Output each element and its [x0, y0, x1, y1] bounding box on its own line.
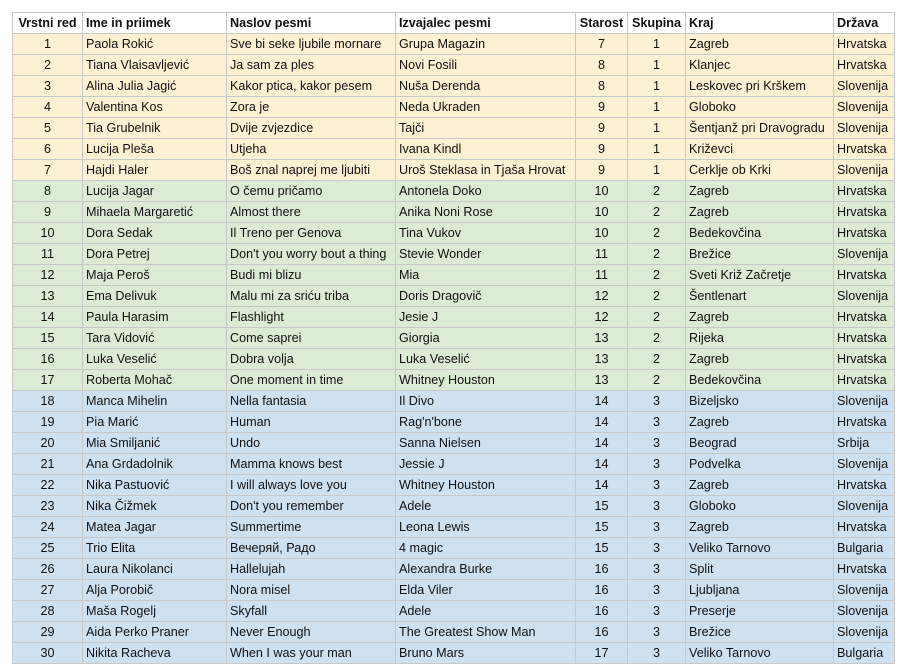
- place-cell[interactable]: Zagreb: [686, 202, 834, 223]
- table-row: [13, 475, 895, 496]
- table-row: [13, 433, 895, 454]
- performer-cell[interactable]: Antonela Doko: [396, 181, 576, 202]
- group-cell[interactable]: 2: [628, 181, 686, 202]
- song-title-cell[interactable]: Boš znal naprej me ljubiti: [227, 160, 396, 181]
- country-cell[interactable]: Slovenija: [834, 601, 895, 622]
- table-row: [13, 391, 895, 412]
- age-cell[interactable]: 16: [576, 559, 628, 580]
- song-title-cell[interactable]: Almost there: [227, 202, 396, 223]
- table-row: [13, 601, 895, 622]
- age-cell[interactable]: 10: [576, 202, 628, 223]
- song-title-cell[interactable]: Never Enough: [227, 622, 396, 643]
- song-title-cell[interactable]: Human: [227, 412, 396, 433]
- rank-cell[interactable]: 21: [13, 454, 83, 475]
- song-title-cell[interactable]: Undo: [227, 433, 396, 454]
- table-row: [13, 454, 895, 475]
- group-cell[interactable]: 3: [628, 559, 686, 580]
- group-cell[interactable]: 3: [628, 454, 686, 475]
- name-cell[interactable]: Lucija Jagar: [83, 181, 227, 202]
- age-cell[interactable]: 14: [576, 433, 628, 454]
- age-cell[interactable]: 9: [576, 160, 628, 181]
- table-row: [13, 580, 895, 601]
- header-age[interactable]: Starost: [576, 13, 628, 34]
- song-title-cell[interactable]: One moment in time: [227, 370, 396, 391]
- table-row: [13, 370, 895, 391]
- name-cell[interactable]: Mihaela Margaretić: [83, 202, 227, 223]
- song-title-cell[interactable]: Zora je: [227, 97, 396, 118]
- table-row: [13, 307, 895, 328]
- header-performer[interactable]: Izvajalec pesmi: [396, 13, 576, 34]
- group-cell[interactable]: 3: [628, 433, 686, 454]
- rank-cell[interactable]: 10: [13, 223, 83, 244]
- table-row: [13, 97, 895, 118]
- header-country[interactable]: Država: [834, 13, 895, 34]
- country-cell[interactable]: Slovenija: [834, 622, 895, 643]
- table-row: [13, 496, 895, 517]
- place-cell[interactable]: Šentjanž pri Dravogradu: [686, 118, 834, 139]
- header-row: [13, 13, 895, 34]
- performer-cell[interactable]: Elda Viler: [396, 580, 576, 601]
- header-name[interactable]: Ime in priimek: [83, 13, 227, 34]
- performer-cell[interactable]: Tajči: [396, 118, 576, 139]
- country-cell[interactable]: Hrvatska: [834, 181, 895, 202]
- performer-cell[interactable]: The Greatest Show Man: [396, 622, 576, 643]
- age-cell[interactable]: 15: [576, 517, 628, 538]
- table-row: [13, 349, 895, 370]
- country-cell[interactable]: Slovenija: [834, 580, 895, 601]
- country-cell[interactable]: Slovenija: [834, 496, 895, 517]
- performer-cell[interactable]: 4 magic: [396, 538, 576, 559]
- place-cell[interactable]: Podvelka: [686, 454, 834, 475]
- song-title-cell[interactable]: Don't you worry bout a thing: [227, 244, 396, 265]
- age-cell[interactable]: 13: [576, 370, 628, 391]
- song-title-cell[interactable]: O čemu pričamo: [227, 181, 396, 202]
- place-cell[interactable]: Klanjec: [686, 55, 834, 76]
- header-song-title[interactable]: Naslov pesmi: [227, 13, 396, 34]
- country-cell[interactable]: Hrvatska: [834, 475, 895, 496]
- place-cell[interactable]: Zagreb: [686, 181, 834, 202]
- header-rank[interactable]: Vrstni red: [13, 13, 83, 34]
- place-cell[interactable]: Zagreb: [686, 34, 834, 55]
- age-cell[interactable]: 7: [576, 34, 628, 55]
- song-title-cell[interactable]: Hallelujah: [227, 559, 396, 580]
- song-title-cell[interactable]: Mamma knows best: [227, 454, 396, 475]
- name-cell[interactable]: Ema Delivuk: [83, 286, 227, 307]
- table-row: [13, 202, 895, 223]
- country-cell[interactable]: Slovenija: [834, 454, 895, 475]
- rank-cell[interactable]: 14: [13, 307, 83, 328]
- place-cell[interactable]: Zagreb: [686, 412, 834, 433]
- rank-cell[interactable]: 27: [13, 580, 83, 601]
- song-title-cell[interactable]: I will always love you: [227, 475, 396, 496]
- performer-cell[interactable]: Doris Dragovič: [396, 286, 576, 307]
- country-cell[interactable]: Hrvatska: [834, 328, 895, 349]
- song-title-cell[interactable]: Skyfall: [227, 601, 396, 622]
- rank-cell[interactable]: 25: [13, 538, 83, 559]
- place-cell[interactable]: Rijeka: [686, 328, 834, 349]
- rank-cell[interactable]: 23: [13, 496, 83, 517]
- country-cell[interactable]: Hrvatska: [834, 55, 895, 76]
- table-row: [13, 160, 895, 181]
- performer-cell[interactable]: Bruno Mars: [396, 643, 576, 664]
- group-cell[interactable]: 2: [628, 328, 686, 349]
- performer-cell[interactable]: Nuša Derenda: [396, 76, 576, 97]
- country-cell[interactable]: Slovenija: [834, 97, 895, 118]
- group-cell[interactable]: 2: [628, 223, 686, 244]
- song-title-cell[interactable]: Utjeha: [227, 139, 396, 160]
- age-cell[interactable]: 9: [576, 139, 628, 160]
- rank-cell[interactable]: 12: [13, 265, 83, 286]
- name-cell[interactable]: Dora Petrej: [83, 244, 227, 265]
- group-cell[interactable]: 2: [628, 202, 686, 223]
- performer-cell[interactable]: Rag'n'bone: [396, 412, 576, 433]
- name-cell[interactable]: Hajdi Haler: [83, 160, 227, 181]
- group-cell[interactable]: 2: [628, 370, 686, 391]
- age-cell[interactable]: 8: [576, 55, 628, 76]
- rank-cell[interactable]: 7: [13, 160, 83, 181]
- performer-cell[interactable]: Adele: [396, 496, 576, 517]
- group-cell[interactable]: 1: [628, 160, 686, 181]
- table-row: [13, 244, 895, 265]
- place-cell[interactable]: Beograd: [686, 433, 834, 454]
- song-title-cell[interactable]: Nora misel: [227, 580, 396, 601]
- age-cell[interactable]: 12: [576, 286, 628, 307]
- age-cell[interactable]: 14: [576, 475, 628, 496]
- rank-cell[interactable]: 8: [13, 181, 83, 202]
- table-row: [13, 265, 895, 286]
- country-cell[interactable]: Hrvatska: [834, 370, 895, 391]
- name-cell[interactable]: Paola Rokić: [83, 34, 227, 55]
- performer-cell[interactable]: Giorgia: [396, 328, 576, 349]
- performer-cell[interactable]: Stevie Wonder: [396, 244, 576, 265]
- place-cell[interactable]: Križevci: [686, 139, 834, 160]
- song-title-cell[interactable]: Budi mi blizu: [227, 265, 396, 286]
- rank-cell[interactable]: 11: [13, 244, 83, 265]
- rank-cell[interactable]: 22: [13, 475, 83, 496]
- group-cell[interactable]: 2: [628, 265, 686, 286]
- country-cell[interactable]: Hrvatska: [834, 223, 895, 244]
- performer-cell[interactable]: Grupa Magazin: [396, 34, 576, 55]
- country-cell[interactable]: Hrvatska: [834, 412, 895, 433]
- song-title-cell[interactable]: Come saprei: [227, 328, 396, 349]
- rank-cell[interactable]: 6: [13, 139, 83, 160]
- country-cell[interactable]: Srbija: [834, 433, 895, 454]
- header-group[interactable]: Skupina: [628, 13, 686, 34]
- group-cell[interactable]: 3: [628, 601, 686, 622]
- song-title-cell[interactable]: Kakor ptica, kakor pesem: [227, 76, 396, 97]
- rank-cell[interactable]: 2: [13, 55, 83, 76]
- name-cell[interactable]: Tia Grubelnik: [83, 118, 227, 139]
- age-cell[interactable]: 15: [576, 496, 628, 517]
- rank-cell[interactable]: 15: [13, 328, 83, 349]
- place-cell[interactable]: Globoko: [686, 97, 834, 118]
- age-cell[interactable]: 11: [576, 265, 628, 286]
- name-cell[interactable]: Luka Veselić: [83, 349, 227, 370]
- table-row: [13, 412, 895, 433]
- table-row: [13, 181, 895, 202]
- table-row: [13, 118, 895, 139]
- song-title-cell[interactable]: When I was your man: [227, 643, 396, 664]
- table-row: [13, 328, 895, 349]
- performer-cell[interactable]: Sanna Nielsen: [396, 433, 576, 454]
- rank-cell[interactable]: 24: [13, 517, 83, 538]
- group-cell[interactable]: 1: [628, 55, 686, 76]
- group-cell[interactable]: 3: [628, 475, 686, 496]
- song-title-cell[interactable]: Dvije zvjezdice: [227, 118, 396, 139]
- performer-cell[interactable]: Leona Lewis: [396, 517, 576, 538]
- place-cell[interactable]: Šentlenart: [686, 286, 834, 307]
- country-cell[interactable]: Hrvatska: [834, 559, 895, 580]
- performer-cell[interactable]: Il Divo: [396, 391, 576, 412]
- name-cell[interactable]: Maja Peroš: [83, 265, 227, 286]
- song-title-cell[interactable]: Sve bi seke ljubile mornare: [227, 34, 396, 55]
- place-cell[interactable]: Leskovec pri Krškem: [686, 76, 834, 97]
- rank-cell[interactable]: 29: [13, 622, 83, 643]
- song-title-cell[interactable]: Summertime: [227, 517, 396, 538]
- performer-cell[interactable]: Mia: [396, 265, 576, 286]
- name-cell[interactable]: Paula Harasim: [83, 307, 227, 328]
- name-cell[interactable]: Maša Rogelj: [83, 601, 227, 622]
- country-cell[interactable]: Hrvatska: [834, 265, 895, 286]
- group-cell[interactable]: 2: [628, 244, 686, 265]
- performer-cell[interactable]: Whitney Houston: [396, 475, 576, 496]
- country-cell[interactable]: Hrvatska: [834, 139, 895, 160]
- age-cell[interactable]: 14: [576, 454, 628, 475]
- song-title-cell[interactable]: Ja sam za ples: [227, 55, 396, 76]
- table-row: [13, 55, 895, 76]
- place-cell[interactable]: Bedekovčina: [686, 223, 834, 244]
- group-cell[interactable]: 3: [628, 643, 686, 664]
- group-cell[interactable]: 3: [628, 517, 686, 538]
- rank-cell[interactable]: 5: [13, 118, 83, 139]
- age-cell[interactable]: 14: [576, 412, 628, 433]
- place-cell[interactable]: Preserje: [686, 601, 834, 622]
- performer-cell[interactable]: Alexandra Burke: [396, 559, 576, 580]
- table-row: [13, 223, 895, 244]
- place-cell[interactable]: Zagreb: [686, 349, 834, 370]
- performer-cell[interactable]: Uroš Steklasa in Tjaša Hrovat: [396, 160, 576, 181]
- rank-cell[interactable]: 20: [13, 433, 83, 454]
- country-cell[interactable]: Hrvatska: [834, 202, 895, 223]
- name-cell[interactable]: Lucija Pleša: [83, 139, 227, 160]
- rank-cell[interactable]: 17: [13, 370, 83, 391]
- header-place[interactable]: Kraj: [686, 13, 834, 34]
- group-cell[interactable]: 1: [628, 118, 686, 139]
- age-cell[interactable]: 8: [576, 76, 628, 97]
- place-cell[interactable]: Cerklje ob Krki: [686, 160, 834, 181]
- place-cell[interactable]: Zagreb: [686, 307, 834, 328]
- rank-cell[interactable]: 18: [13, 391, 83, 412]
- place-cell[interactable]: Veliko Tarnovo: [686, 538, 834, 559]
- name-cell[interactable]: Laura Nikolanci: [83, 559, 227, 580]
- group-cell[interactable]: 2: [628, 349, 686, 370]
- country-cell[interactable]: Hrvatska: [834, 34, 895, 55]
- contestants-table: [12, 12, 895, 664]
- name-cell[interactable]: Manca Mihelin: [83, 391, 227, 412]
- name-cell[interactable]: Nika Čižmek: [83, 496, 227, 517]
- song-title-cell[interactable]: Flashlight: [227, 307, 396, 328]
- table-row: [13, 517, 895, 538]
- table-row: [13, 34, 895, 55]
- age-cell[interactable]: 16: [576, 601, 628, 622]
- age-cell[interactable]: 9: [576, 118, 628, 139]
- performer-cell[interactable]: Ivana Kindl: [396, 139, 576, 160]
- country-cell[interactable]: Slovenija: [834, 244, 895, 265]
- age-cell[interactable]: 15: [576, 538, 628, 559]
- rank-cell[interactable]: 13: [13, 286, 83, 307]
- rank-cell[interactable]: 26: [13, 559, 83, 580]
- country-cell[interactable]: Hrvatska: [834, 349, 895, 370]
- place-cell[interactable]: Zagreb: [686, 517, 834, 538]
- place-cell[interactable]: Bizeljsko: [686, 391, 834, 412]
- country-cell[interactable]: Slovenija: [834, 286, 895, 307]
- name-cell[interactable]: Trio Elita: [83, 538, 227, 559]
- age-cell[interactable]: 14: [576, 391, 628, 412]
- table-row: [13, 139, 895, 160]
- name-cell[interactable]: Mia Smiljanić: [83, 433, 227, 454]
- age-cell[interactable]: 12: [576, 307, 628, 328]
- age-cell[interactable]: 16: [576, 622, 628, 643]
- table-row: [13, 643, 895, 664]
- rank-cell[interactable]: 30: [13, 643, 83, 664]
- rank-cell[interactable]: 3: [13, 76, 83, 97]
- performer-cell[interactable]: Neda Ukraden: [396, 97, 576, 118]
- song-title-cell[interactable]: Malu mi za sriću triba: [227, 286, 396, 307]
- name-cell[interactable]: Valentina Kos: [83, 97, 227, 118]
- name-cell[interactable]: Nikita Racheva: [83, 643, 227, 664]
- place-cell[interactable]: Veliko Tarnovo: [686, 643, 834, 664]
- group-cell[interactable]: 1: [628, 34, 686, 55]
- song-title-cell[interactable]: Don't you remember: [227, 496, 396, 517]
- place-cell[interactable]: Split: [686, 559, 834, 580]
- table-row: [13, 559, 895, 580]
- place-cell[interactable]: Zagreb: [686, 475, 834, 496]
- place-cell[interactable]: Brežice: [686, 622, 834, 643]
- rank-cell[interactable]: 19: [13, 412, 83, 433]
- performer-cell[interactable]: Novi Fosili: [396, 55, 576, 76]
- rank-cell[interactable]: 4: [13, 97, 83, 118]
- performer-cell[interactable]: Anika Noni Rose: [396, 202, 576, 223]
- rank-cell[interactable]: 28: [13, 601, 83, 622]
- age-cell[interactable]: 16: [576, 580, 628, 601]
- performer-cell[interactable]: Whitney Houston: [396, 370, 576, 391]
- table-row: [13, 538, 895, 559]
- group-cell[interactable]: 1: [628, 76, 686, 97]
- song-title-cell[interactable]: Nella fantasia: [227, 391, 396, 412]
- place-cell[interactable]: Bedekovčina: [686, 370, 834, 391]
- country-cell[interactable]: Slovenija: [834, 118, 895, 139]
- rank-cell[interactable]: 16: [13, 349, 83, 370]
- performer-cell[interactable]: Jesie J: [396, 307, 576, 328]
- performer-cell[interactable]: Jessie J: [396, 454, 576, 475]
- table-row: [13, 76, 895, 97]
- country-cell[interactable]: Slovenija: [834, 160, 895, 181]
- age-cell[interactable]: 13: [576, 349, 628, 370]
- country-cell[interactable]: Hrvatska: [834, 517, 895, 538]
- song-title-cell[interactable]: Il Treno per Genova: [227, 223, 396, 244]
- name-cell[interactable]: Alina Julia Jagić: [83, 76, 227, 97]
- song-title-cell[interactable]: Вечеряй, Радо: [227, 538, 396, 559]
- country-cell[interactable]: Bulgaria: [834, 538, 895, 559]
- table-row: [13, 286, 895, 307]
- song-title-cell[interactable]: Dobra volja: [227, 349, 396, 370]
- group-cell[interactable]: 2: [628, 307, 686, 328]
- name-cell[interactable]: Nika Pastuović: [83, 475, 227, 496]
- performer-cell[interactable]: Luka Veselić: [396, 349, 576, 370]
- country-cell[interactable]: Bulgaria: [834, 643, 895, 664]
- name-cell[interactable]: Dora Sedak: [83, 223, 227, 244]
- table-row: [13, 622, 895, 643]
- group-cell[interactable]: 3: [628, 412, 686, 433]
- group-cell[interactable]: 1: [628, 139, 686, 160]
- name-cell[interactable]: Aida Perko Praner: [83, 622, 227, 643]
- performer-cell[interactable]: Adele: [396, 601, 576, 622]
- rank-cell[interactable]: 9: [13, 202, 83, 223]
- age-cell[interactable]: 17: [576, 643, 628, 664]
- age-cell[interactable]: 11: [576, 244, 628, 265]
- age-cell[interactable]: 9: [576, 97, 628, 118]
- group-cell[interactable]: 3: [628, 538, 686, 559]
- group-cell[interactable]: 3: [628, 580, 686, 601]
- name-cell[interactable]: Roberta Mohač: [83, 370, 227, 391]
- name-cell[interactable]: Ana Grdadolnik: [83, 454, 227, 475]
- name-cell[interactable]: Pia Marić: [83, 412, 227, 433]
- place-cell[interactable]: Sveti Križ Začretje: [686, 265, 834, 286]
- performer-cell[interactable]: Tina Vukov: [396, 223, 576, 244]
- group-cell[interactable]: 3: [628, 496, 686, 517]
- place-cell[interactable]: Ljubljana: [686, 580, 834, 601]
- place-cell[interactable]: Globoko: [686, 496, 834, 517]
- age-cell[interactable]: 10: [576, 223, 628, 244]
- name-cell[interactable]: Tara Vidović: [83, 328, 227, 349]
- age-cell[interactable]: 13: [576, 328, 628, 349]
- group-cell[interactable]: 3: [628, 391, 686, 412]
- name-cell[interactable]: Matea Jagar: [83, 517, 227, 538]
- country-cell[interactable]: Hrvatska: [834, 307, 895, 328]
- group-cell[interactable]: 3: [628, 622, 686, 643]
- rank-cell[interactable]: 1: [13, 34, 83, 55]
- country-cell[interactable]: Slovenija: [834, 391, 895, 412]
- group-cell[interactable]: 1: [628, 97, 686, 118]
- age-cell[interactable]: 10: [576, 181, 628, 202]
- name-cell[interactable]: Alja Porobič: [83, 580, 227, 601]
- place-cell[interactable]: Brežice: [686, 244, 834, 265]
- country-cell[interactable]: Slovenija: [834, 76, 895, 97]
- group-cell[interactable]: 2: [628, 286, 686, 307]
- name-cell[interactable]: Tiana Vlaisavljević: [83, 55, 227, 76]
